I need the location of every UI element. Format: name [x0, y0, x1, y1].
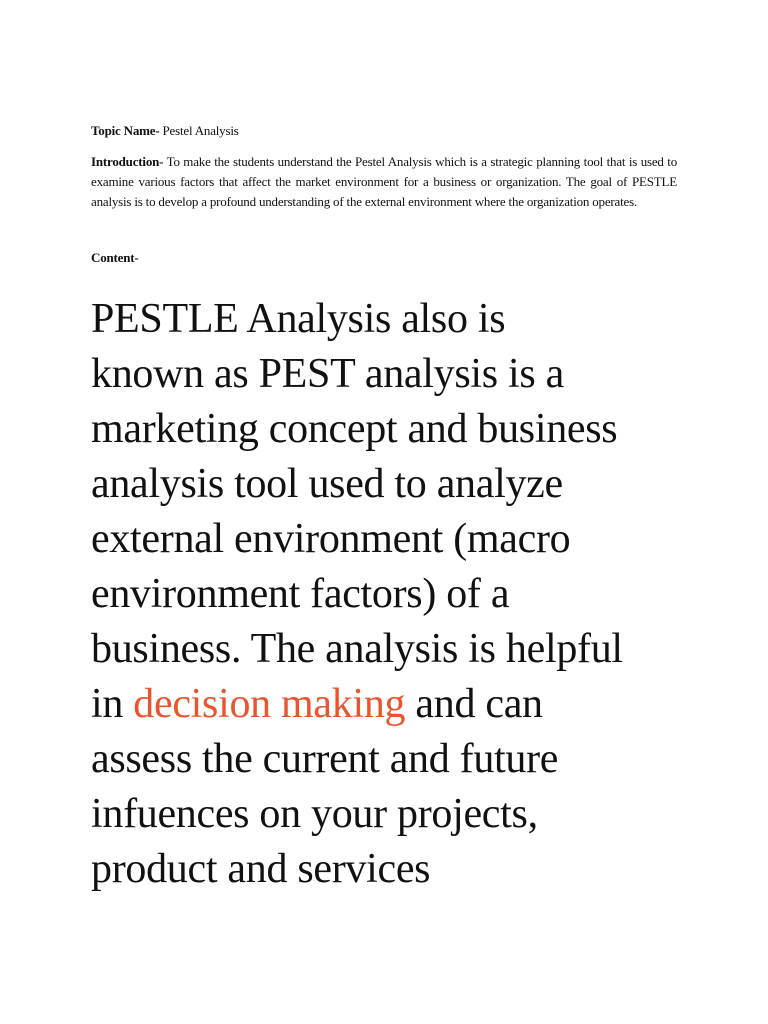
content-line-prefix: in — [91, 681, 134, 727]
topic-value: Pestel Analysis — [159, 123, 239, 138]
content-line: product and services — [91, 846, 431, 892]
topic-label: Topic Name- — [91, 123, 160, 138]
introduction-paragraph — [91, 152, 677, 212]
content-line: marketing concept and business — [91, 406, 618, 452]
highlighted-phrase: decision making — [133, 681, 406, 727]
content-line: external environment (macro — [91, 516, 571, 562]
introduction-label: Introduction- — [91, 154, 164, 169]
content-line: assess the current and future — [91, 736, 559, 782]
topic-line — [91, 121, 677, 141]
content-line: infuences on your projects, — [91, 791, 538, 837]
content-line: business. The analysis is helpful — [91, 626, 623, 672]
content-line-suffix: and can — [405, 681, 543, 727]
content-line: PESTLE Analysis also is — [91, 296, 506, 342]
content-body — [91, 292, 721, 897]
content-label: Content- — [91, 250, 139, 265]
introduction-text: To make the students understand the Pestel Analysis which is a strategic planning tool that is used to examine various factors that affect the market environment for a business or organization. The goal of PESTLE analysis is to develop a profound understanding of the external environment where the organization operates. — [91, 154, 677, 209]
content-line: environment factors) of a — [91, 571, 510, 617]
content-line: known as PEST analysis is a — [91, 351, 564, 397]
content-line-with-highlight — [91, 677, 721, 732]
content-heading — [91, 248, 677, 268]
content-line: analysis tool used to analyze — [91, 461, 563, 507]
